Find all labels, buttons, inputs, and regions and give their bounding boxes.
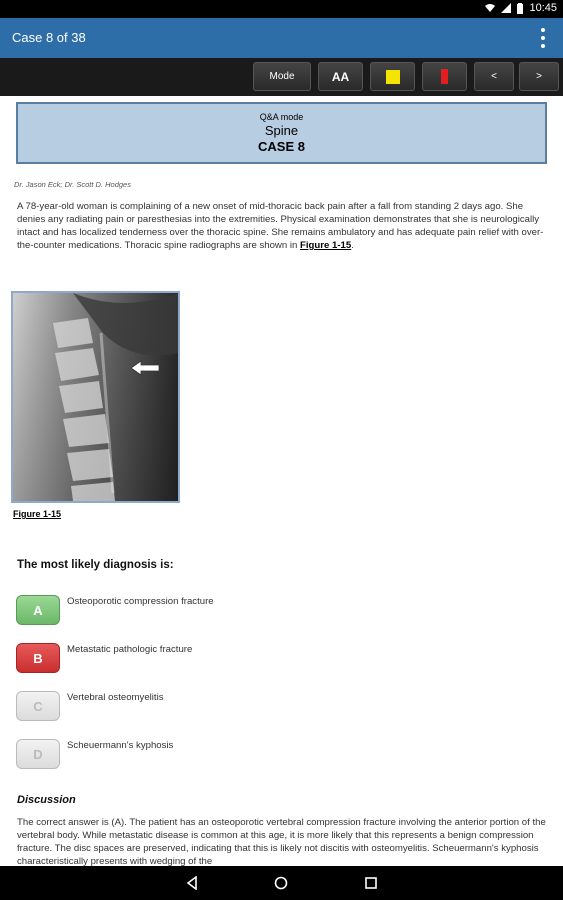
font-size-label: AA (331, 69, 350, 84)
status-time: 10:45 (529, 2, 557, 14)
highlight-swatch-icon (386, 70, 400, 84)
wifi-icon (485, 3, 495, 13)
page-title: Case 8 of 38 (12, 30, 86, 45)
overflow-menu-icon[interactable] (541, 28, 547, 48)
authors: Dr. Jason Eck; Dr. Scott D. Hodges (14, 180, 131, 189)
prev-case-button[interactable] (474, 62, 514, 91)
option-d-button[interactable] (16, 739, 60, 769)
option-a-text: Osteoporotic compression fracture (67, 596, 214, 607)
highlight-button[interactable] (370, 62, 415, 91)
mode-label: Q&A mode (259, 112, 304, 122)
case-content[interactable] (0, 96, 563, 866)
case-text-end: . (351, 240, 354, 251)
font-size-button[interactable] (318, 62, 363, 91)
xray-figure[interactable] (11, 291, 180, 503)
signal-icon (501, 3, 511, 13)
question-text: The most likely diagnosis is: (17, 559, 174, 571)
case-label: CASE 8 (258, 139, 305, 154)
figure-caption[interactable]: Figure 1-15 (13, 509, 62, 519)
xray-image (13, 293, 178, 501)
discussion-heading: Discussion (17, 794, 76, 806)
topic-label: Spine (264, 123, 299, 138)
recents-icon[interactable] (362, 874, 380, 892)
option-b-button[interactable] (16, 643, 60, 673)
next-label: > (536, 71, 542, 82)
home-icon[interactable] (272, 874, 290, 892)
option-a-letter: A (33, 602, 43, 618)
battery-icon (517, 3, 523, 14)
status-bar (0, 0, 563, 18)
marker-swatch-icon (441, 69, 448, 84)
navigation-bar (0, 866, 563, 900)
option-d-letter: D (33, 746, 43, 762)
discussion-text: The correct answer is (A). The patient has an osteoporotic vertebral compression fracture involving the anterior portion of the vertebral body. While metastatic disease is common at this age, it is more likely that this represents a benign compression fracture. The disc spaces are preserved, indicating that this is likely not discitis with osteomyelitis. Scheuermann's kyphosis characteristically presents with wedging of the (17, 817, 546, 866)
app-bar (0, 18, 563, 58)
option-c-text: Vertebral osteomyelitis (67, 692, 164, 703)
case-header (16, 102, 547, 164)
option-d-text: Scheuermann's kyphosis (67, 740, 174, 751)
case-text: A 78-year-old woman is complaining of a new onset of mid-thoracic back pain after a fall from standing 2 days ago. She denies any radiating pain or paresthesias into the extremities. Physical examination demonstrates that she is neurologically intact and has localized tenderness over the thoracic spine. She remains ambulatory and has adequate pain relief with over-the-counter medications. Thoracic spine radiographs are shown in (17, 201, 544, 251)
figure-link[interactable]: Figure 1-15 (300, 240, 352, 251)
mode-button[interactable] (253, 62, 311, 91)
back-icon[interactable] (183, 874, 201, 892)
prev-label: < (491, 71, 497, 82)
option-c-letter: C (33, 698, 43, 714)
marker-button[interactable] (422, 62, 467, 91)
toolbar (0, 58, 563, 96)
option-b-letter: B (33, 650, 43, 666)
option-c-button[interactable] (16, 691, 60, 721)
next-case-button[interactable] (519, 62, 559, 91)
mode-button-label: Mode (269, 71, 295, 82)
option-b-text: Metastatic pathologic fracture (67, 644, 193, 655)
option-a-button[interactable] (16, 595, 60, 625)
case-description (17, 200, 547, 252)
